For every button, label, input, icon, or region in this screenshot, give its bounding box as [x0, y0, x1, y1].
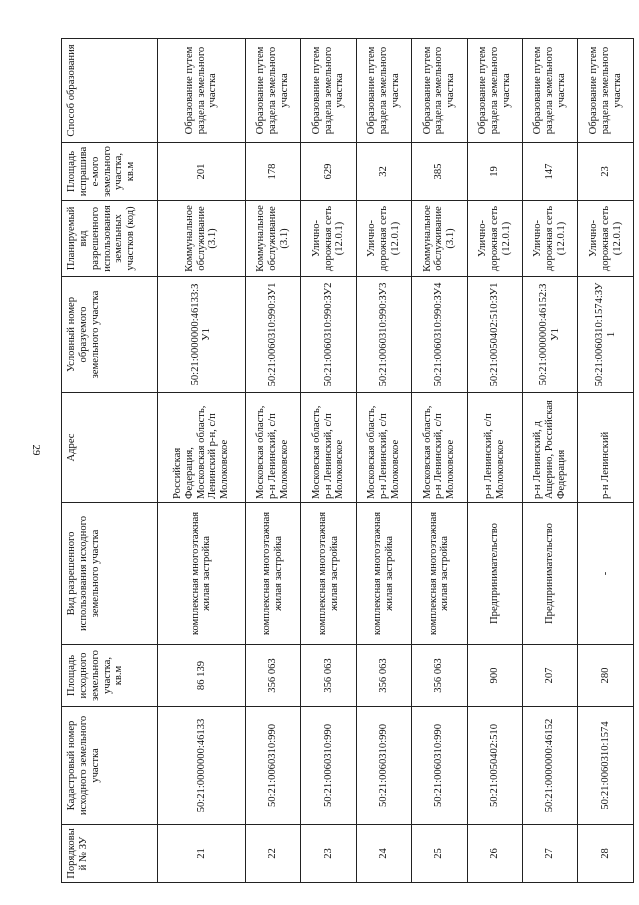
table-cell: комплексная многоэтажная жилая застройка — [412, 503, 467, 645]
table-cell: Коммунальное обслуживание (3.1) — [245, 201, 300, 277]
table-cell: 50:21:0050402:510:ЗУ1 — [467, 277, 522, 393]
table-cell: Московская область, р-н Ленинский, с/п Молоковское — [356, 393, 411, 503]
table-cell: 23 — [578, 143, 634, 201]
table-cell: 50:21:0060310:990:ЗУ3 — [356, 277, 411, 393]
header-cell: Адрес — [62, 393, 158, 503]
table-cell: 356 063 — [301, 645, 356, 707]
header-cell: Кадастровый номер исходного земельного участка — [62, 707, 158, 825]
table-cell: 50:21:0060310:1574:ЗУ1 — [578, 277, 634, 393]
table-cell: комплексная многоэтажная жилая застройка — [356, 503, 411, 645]
table-cell: Предпринимательство — [467, 503, 522, 645]
table-cell: Предпринимательство — [523, 503, 578, 645]
table-cell: 900 — [467, 645, 522, 707]
table-cell: 86 139 — [158, 645, 246, 707]
table-cell: Образование путем раздела земельного участка — [523, 39, 578, 143]
land-plots-table — [61, 38, 634, 883]
table-cell: комплексная многоэтажная жилая застройка — [158, 503, 246, 645]
table-cell: 385 — [412, 143, 467, 201]
table-cell: Московская область, р-н Ленинский, с/п Молоковское — [301, 393, 356, 503]
table-cell: Образование путем раздела земельного участка — [158, 39, 246, 143]
table-cell: 280 — [578, 645, 634, 707]
header-cell: Площадь испрашивае-мого земельного участка, кв.м — [62, 143, 158, 201]
table-header-row — [62, 39, 158, 883]
table-cell: 50:21:0050402:510 — [467, 707, 522, 825]
table-cell: 26 — [467, 825, 522, 883]
table-row — [412, 39, 467, 883]
table-cell: Московская область, р-н Ленинский, с/п Молоковское — [412, 393, 467, 503]
table-cell: 50:21:0000000:46133:ЗУ1 — [158, 277, 246, 393]
table-cell: 50:21:0060310:990:ЗУ1 — [245, 277, 300, 393]
header-cell: Планируемый вид разрешенного использования земельных участков (код) — [62, 201, 158, 277]
table-cell: 50:21:0000000:46152:ЗУ1 — [523, 277, 578, 393]
table-cell: 50:21:0060310:990 — [245, 707, 300, 825]
table-cell: 356 063 — [412, 645, 467, 707]
table-cell: Улично-дорожная сеть (12.0.1) — [356, 201, 411, 277]
table-cell: Образование путем раздела земельного участка — [467, 39, 522, 143]
table-cell: Коммунальное обслуживание (3.1) — [158, 201, 246, 277]
table-cell: 50:21:0000000:46152 — [523, 707, 578, 825]
table-cell: 32 — [356, 143, 411, 201]
table-cell: Московская область, р-н Ленинский, с/п Молоковское — [245, 393, 300, 503]
page-number: 29 — [30, 444, 42, 456]
table-cell: Образование путем раздела земельного участка — [245, 39, 300, 143]
table-cell: 27 — [523, 825, 578, 883]
table-cell: Улично-дорожная сеть (12.0.1) — [467, 201, 522, 277]
table-row — [245, 39, 300, 883]
table-cell: 23 — [301, 825, 356, 883]
table-cell: р-н Ленинский, с/п Молоковское — [467, 393, 522, 503]
table-cell: 207 — [523, 645, 578, 707]
table-cell: Образование путем раздела земельного участка — [301, 39, 356, 143]
table-cell: Российская Федерация, Московская область, Ленинский р-н, с/п Молоковское — [158, 393, 246, 503]
table-cell: 50:21:0060310:990:ЗУ2 — [301, 277, 356, 393]
header-cell: Площадь исходного земельного участка, кв.м — [62, 645, 158, 707]
table-row — [158, 39, 246, 883]
table-cell: р-н Ленинский, д Ащерино, Российская Федерация — [523, 393, 578, 503]
table-cell: 50:21:0060310:990 — [412, 707, 467, 825]
table-cell: 50:21:0060310:990 — [356, 707, 411, 825]
table-cell: 50:21:0060310:1574 — [578, 707, 634, 825]
table-cell: 25 — [412, 825, 467, 883]
header-cell: Вид разрешенного использования исходного земельного участка — [62, 503, 158, 645]
table-cell: Образование путем раздела земельного участка — [578, 39, 634, 143]
table-cell: 50:21:0000000:46133 — [158, 707, 246, 825]
table-cell: р-н Ленинский — [578, 393, 634, 503]
table-cell: 22 — [245, 825, 300, 883]
table-cell: 24 — [356, 825, 411, 883]
table-cell: - — [578, 503, 634, 645]
table-cell: Образование путем раздела земельного участка — [356, 39, 411, 143]
table-cell: 50:21:0060310:990 — [301, 707, 356, 825]
table-row — [578, 39, 634, 883]
table-cell: 50:21:0060310:990:ЗУ4 — [412, 277, 467, 393]
land-plots-table-container — [61, 39, 634, 883]
table-cell: Образование путем раздела земельного участка — [412, 39, 467, 143]
table-row — [467, 39, 522, 883]
header-cell: Условный номер образуемого земельного участка — [62, 277, 158, 393]
table-cell: 629 — [301, 143, 356, 201]
header-cell: Способ образования — [62, 39, 158, 143]
table-cell: 21 — [158, 825, 246, 883]
table-row — [523, 39, 578, 883]
table-cell: Улично-дорожная сеть (12.0.1) — [578, 201, 634, 277]
table-cell: комплексная многоэтажная жилая застройка — [301, 503, 356, 645]
table-cell: 178 — [245, 143, 300, 201]
table-row — [301, 39, 356, 883]
table-cell: 19 — [467, 143, 522, 201]
table-cell: комплексная многоэтажная жилая застройка — [245, 503, 300, 645]
table-cell: Улично-дорожная сеть (12.0.1) — [523, 201, 578, 277]
header-cell: Порядковый № ЗУ — [62, 825, 158, 883]
table-cell: 28 — [578, 825, 634, 883]
table-cell: Улично-дорожная сеть (12.0.1) — [301, 201, 356, 277]
table-cell: 356 063 — [356, 645, 411, 707]
table-cell: 147 — [523, 143, 578, 201]
table-cell: Коммунальное обслуживание (3.1) — [412, 201, 467, 277]
table-cell: 201 — [158, 143, 246, 201]
table-row — [356, 39, 411, 883]
table-cell: 356 063 — [245, 645, 300, 707]
